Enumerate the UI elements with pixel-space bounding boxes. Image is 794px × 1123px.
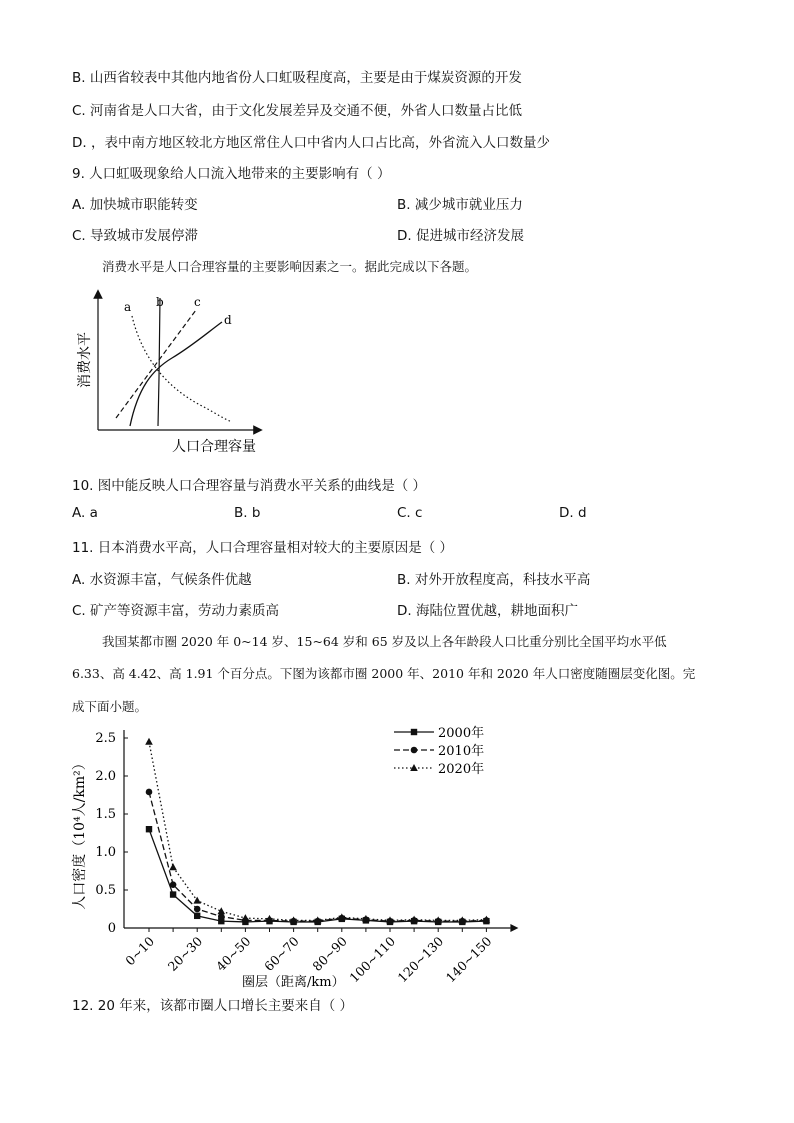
legend-label: 2020年 bbox=[438, 762, 485, 777]
q9-option-a: A. 加快城市职能转变 bbox=[72, 197, 198, 213]
intro-consumption: 消费水平是人口合理容量的主要影响因素之一。据此完成以下各题。 bbox=[102, 259, 478, 274]
q10-option-b: B. b bbox=[234, 505, 261, 521]
q9-option-d: D. 促进城市经济发展 bbox=[397, 228, 524, 244]
x-tick-label: 80~90 bbox=[309, 933, 350, 975]
intro-metro-line3: 成下面小题。 bbox=[72, 699, 148, 714]
q11-option-d: D. 海陆位置优越，耕地面积广 bbox=[397, 603, 578, 619]
legend-marker bbox=[411, 747, 418, 754]
data-point bbox=[146, 789, 153, 796]
curve-a-label: a bbox=[124, 300, 132, 314]
q8-option-c: C. 河南省是人口大省，由于文化发展差异及交通不便，外省人口数量占比低 bbox=[72, 103, 523, 119]
x-tick-label: 40~50 bbox=[213, 933, 254, 975]
intro-metro-line1: 我国某都市圈 2020 年 0~14 岁、15~64 岁和 65 岁及以上各年龄段人口比重分别比全国平均水平低 bbox=[102, 634, 667, 649]
q11-option-c: C. 矿产等资源丰富，劳动力素质高 bbox=[72, 603, 280, 619]
x-tick-label: 100~110 bbox=[346, 933, 399, 986]
curve-d-label: d bbox=[224, 313, 232, 327]
q12-stem: 12. 20 年来，该都市圈人口增长主要来自（ ） bbox=[72, 998, 354, 1014]
q11-stem: 11. 日本消费水平高，人口合理容量相对较大的主要原因是（ ） bbox=[72, 540, 454, 556]
q9-stem: 9. 人口虹吸现象给人口流入地带来的主要影响有（ ） bbox=[72, 166, 391, 182]
q8-option-d: D. ，表中南方地区较北方地区常住人口中省内人口占比高，外省流入人口数量少 bbox=[72, 135, 550, 151]
x-axis-arrow bbox=[510, 924, 518, 932]
y-axis-title: 人口密度（10⁴人/km²） bbox=[72, 756, 88, 910]
y-tick-label: 1.0 bbox=[95, 845, 116, 860]
x-tick-label: 120~130 bbox=[394, 933, 447, 986]
curve-b-label: b bbox=[156, 295, 164, 309]
intro-metro-line2: 6.33、高 4.42、高 1.91 个百分点。下图为该都市圈 2000 年、2010 年和 2020 年人口密度随圈层变化图。完 bbox=[72, 666, 696, 681]
data-point bbox=[145, 738, 153, 745]
q8-option-b: B. 山西省较表中其他内地省份人口虹吸程度高，主要是由于煤炭资源的开发 bbox=[72, 70, 522, 86]
curve-b bbox=[158, 298, 160, 426]
q9-option-c: C. 导致城市发展停滞 bbox=[72, 228, 199, 244]
curve-c-label: c bbox=[194, 295, 201, 309]
legend-label: 2000年 bbox=[438, 726, 485, 741]
x-tick-label: 0~10 bbox=[122, 933, 158, 969]
population-density-chart bbox=[64, 720, 534, 992]
q10-option-a: A. a bbox=[72, 505, 98, 521]
data-point bbox=[242, 914, 250, 921]
data-point bbox=[146, 826, 152, 832]
series-line-2 bbox=[149, 742, 486, 921]
q11-option-a: A. 水资源丰富，气候条件优越 bbox=[72, 572, 252, 588]
y-tick-label: 0 bbox=[107, 921, 116, 936]
curve-a bbox=[132, 316, 232, 422]
data-point bbox=[194, 913, 200, 919]
legend-label: 2010年 bbox=[438, 744, 485, 759]
data-point bbox=[218, 913, 225, 920]
q10-option-c: C. c bbox=[397, 505, 423, 521]
data-point bbox=[169, 863, 177, 870]
fig1-x-label: 人口合理容量 bbox=[172, 439, 256, 455]
curve-c bbox=[116, 310, 196, 418]
y-tick-label: 0.5 bbox=[95, 883, 116, 898]
q10-option-d: D. d bbox=[559, 505, 587, 521]
q11-option-b: B. 对外开放程度高，科技水平高 bbox=[397, 572, 591, 588]
consumption-capacity-figure bbox=[72, 288, 282, 460]
y-tick-label: 2.0 bbox=[95, 769, 116, 784]
q9-option-b: B. 减少城市就业压力 bbox=[397, 197, 523, 213]
data-point bbox=[170, 881, 177, 888]
x-axis-title: 圈层（距离/km） bbox=[242, 975, 345, 990]
data-point bbox=[194, 906, 201, 913]
x-tick-label: 20~30 bbox=[164, 933, 206, 975]
y-tick-label: 1.5 bbox=[95, 807, 116, 822]
x-tick-label: 140~150 bbox=[442, 933, 495, 986]
x-tick-label: 60~70 bbox=[261, 933, 302, 975]
legend-marker bbox=[411, 729, 417, 735]
fig1-y-label: 消费水平 bbox=[77, 332, 93, 388]
y-tick-label: 2.5 bbox=[95, 731, 116, 746]
q10-stem: 10. 图中能反映人口合理容量与消费水平关系的曲线是（ ） bbox=[72, 478, 427, 494]
data-point bbox=[170, 891, 176, 897]
